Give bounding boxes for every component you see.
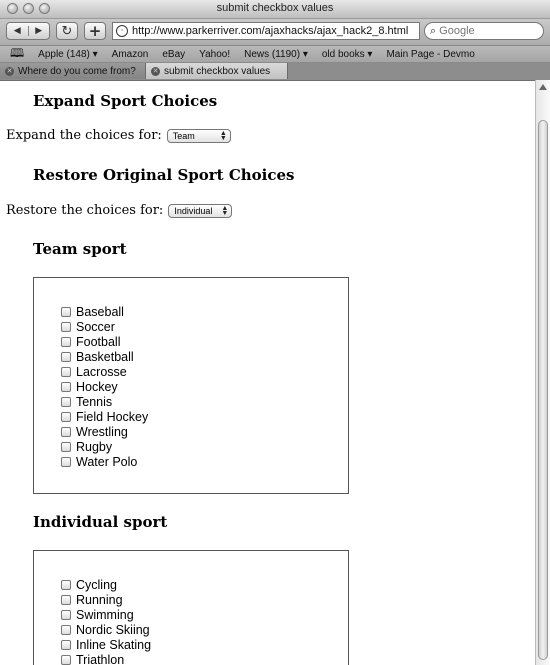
- checkbox[interactable]: [61, 337, 71, 347]
- chevron-updown-icon: ▲ ▼: [221, 204, 229, 217]
- vertical-scrollbar[interactable]: [535, 80, 550, 665]
- scrollbar-thumb[interactable]: [538, 120, 548, 660]
- title-bar: [0, 0, 550, 19]
- window-title: submit checkbox values: [216, 2, 334, 14]
- forward-button[interactable]: ▶: [35, 26, 43, 36]
- team-sport-label: Soccer: [76, 319, 115, 334]
- close-tab-icon[interactable]: ✕: [6, 67, 13, 75]
- team-sport-label: Lacrosse: [76, 364, 127, 379]
- team-sport-item[interactable]: [61, 304, 348, 319]
- tab-submit-checkbox-values[interactable]: [146, 63, 288, 79]
- search-icon: ⌕: [430, 24, 437, 37]
- team-sport-item[interactable]: [61, 319, 348, 334]
- team-sport-label: Basketball: [76, 349, 134, 364]
- expand-select-value: Team: [172, 130, 195, 141]
- team-heading: Team sport: [33, 240, 127, 258]
- individual-sport-item[interactable]: [61, 652, 348, 665]
- globe-icon: ·: [116, 25, 128, 37]
- team-sport-box: [33, 277, 349, 494]
- team-sport-label: Wrestling: [76, 424, 128, 439]
- bookmark-old-books[interactable]: old books ▾: [321, 48, 373, 60]
- checkbox[interactable]: [61, 442, 71, 452]
- team-sport-item[interactable]: [61, 349, 348, 364]
- add-bookmark-button[interactable]: +: [84, 22, 106, 40]
- team-sport-label: Water Polo: [76, 454, 138, 469]
- restore-label: Restore the choices for:: [6, 203, 164, 218]
- search-field[interactable]: [424, 22, 544, 40]
- checkbox[interactable]: [61, 427, 71, 437]
- search-input[interactable]: [439, 25, 519, 37]
- tab-bar: [0, 63, 550, 81]
- chevron-updown-icon: ▲ ▼: [219, 129, 227, 142]
- team-sport-label: Rugby: [76, 439, 113, 454]
- checkbox[interactable]: [61, 367, 71, 377]
- individual-sport-item[interactable]: [61, 577, 348, 592]
- toolbar: [0, 19, 550, 46]
- individual-sport-item[interactable]: [61, 637, 348, 652]
- close-tab-icon[interactable]: ✕: [152, 67, 159, 75]
- page-content: [0, 80, 535, 665]
- expand-row: [6, 128, 231, 143]
- individual-sport-label: Nordic Skiing: [76, 622, 150, 637]
- bookmark-ebay[interactable]: eBay: [162, 48, 186, 60]
- checkbox[interactable]: [61, 580, 71, 590]
- tab-label: submit checkbox values: [164, 65, 271, 77]
- checkbox[interactable]: [61, 352, 71, 362]
- checkbox[interactable]: [61, 322, 71, 332]
- checkbox[interactable]: [61, 307, 71, 317]
- checkbox[interactable]: [61, 457, 71, 467]
- back-forward-buttons: [6, 22, 50, 40]
- team-sport-label: Hockey: [76, 379, 118, 394]
- restore-select-value: Individual: [174, 205, 213, 216]
- individual-sport-label: Triathlon: [76, 652, 125, 665]
- bookmark-main-page-devmo[interactable]: Main Page - Devmo: [386, 48, 475, 60]
- checkbox[interactable]: [61, 625, 71, 635]
- team-sport-item[interactable]: [61, 394, 348, 409]
- individual-sport-item[interactable]: [61, 592, 348, 607]
- individual-sport-label: Inline Skating: [76, 637, 152, 652]
- checkbox[interactable]: [61, 595, 71, 605]
- team-sport-item[interactable]: [61, 364, 348, 379]
- back-button[interactable]: ◀: [7, 26, 29, 36]
- bookmarks-bar: [0, 46, 550, 63]
- expand-select[interactable]: [167, 129, 231, 143]
- reload-button[interactable]: ↻: [56, 22, 78, 40]
- checkbox[interactable]: [61, 655, 71, 665]
- tab-where-do-you-come-from[interactable]: [0, 63, 146, 79]
- address-bar[interactable]: [112, 22, 420, 40]
- checkbox[interactable]: [61, 412, 71, 422]
- team-sport-label: Field Hockey: [76, 409, 149, 424]
- individual-sport-label: Cycling: [76, 577, 117, 592]
- team-sport-item[interactable]: [61, 424, 348, 439]
- restore-heading: Restore Original Sport Choices: [33, 166, 295, 184]
- bookmark-news[interactable]: News (1190) ▾: [244, 48, 308, 60]
- individual-sport-label: Running: [76, 592, 123, 607]
- checkbox[interactable]: [61, 610, 71, 620]
- individual-sport-item[interactable]: [61, 622, 348, 637]
- team-sport-label: Baseball: [76, 304, 124, 319]
- individual-sport-item[interactable]: [61, 607, 348, 622]
- restore-row: [6, 203, 232, 218]
- bookmark-apple[interactable]: Apple (148) ▾: [38, 48, 98, 60]
- checkbox[interactable]: [61, 397, 71, 407]
- checkbox[interactable]: [61, 382, 71, 392]
- individual-sport-label: Swimming: [76, 607, 134, 622]
- restore-select[interactable]: [168, 204, 232, 218]
- team-sport-item[interactable]: [61, 334, 348, 349]
- scroll-up-arrow-icon[interactable]: [539, 84, 547, 90]
- team-sport-item[interactable]: [61, 439, 348, 454]
- expand-heading: Expand Sport Choices: [33, 92, 218, 110]
- team-sport-label: Football: [76, 334, 121, 349]
- individual-sport-box: [33, 550, 349, 665]
- checkbox[interactable]: [61, 640, 71, 650]
- team-sport-item[interactable]: [61, 379, 348, 394]
- bookmark-amazon[interactable]: Amazon: [111, 48, 149, 60]
- team-sport-item[interactable]: [61, 409, 348, 424]
- bookmarks-book-icon[interactable]: 🕮: [10, 45, 25, 60]
- tab-label: Where do you come from?: [18, 65, 136, 77]
- team-sport-label: Tennis: [76, 394, 113, 409]
- url-text: http://www.parkerriver.com/ajaxhacks/ajax_hack2_8.html: [132, 25, 409, 37]
- expand-label: Expand the choices for:: [6, 128, 162, 143]
- team-sport-item[interactable]: [61, 454, 348, 469]
- bookmark-yahoo[interactable]: Yahoo!: [199, 48, 231, 60]
- individual-heading: Individual sport: [33, 513, 168, 531]
